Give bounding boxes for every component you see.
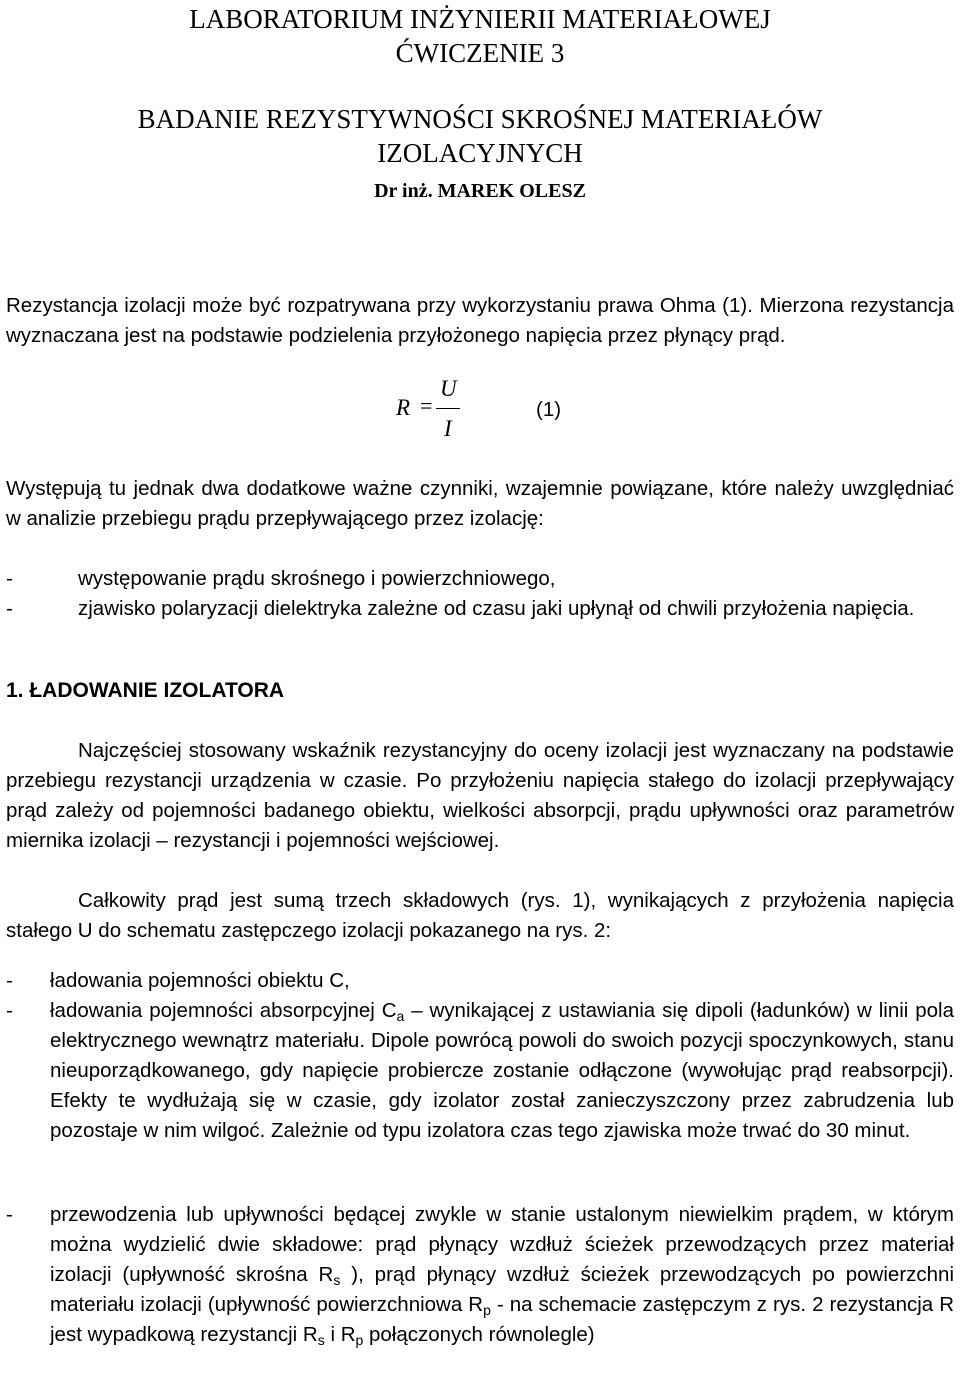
text-run: przewodzenia lub upływności będącej zwykle w stanie ustalonym niewielkim prądem, w którym można wydzielić dwie składowe: prąd płynący wzdłuż ścieżek przewodzących przez materiał izolacji (upływność skrośna R xyxy=(50,1203,954,1286)
text-run: i R xyxy=(324,1323,356,1346)
list-item xyxy=(6,1200,954,1350)
factors-intro: Występują tu jednak dwa dodatkowe ważne czynniki, wzajemnie powiązane, które należy uwzględniać w analizie przebiegu prądu przepływającego przez izolację: xyxy=(6,477,954,530)
equation-number: (1) xyxy=(536,398,562,421)
doc-title-line-4: IZOLACYJNYCH xyxy=(377,138,583,168)
list-item xyxy=(6,996,954,1146)
doc-title-line-1: LABORATORIUM INŻYNIERII MATERIAŁOWEJ xyxy=(189,4,771,34)
text-run: - na schemacie zastępczym z rys. 2 rezystancja R jest wypadkową rezystancji R xyxy=(50,1293,955,1346)
doc-title-line-2: ĆWICZENIE 3 xyxy=(395,38,565,68)
list-item-text: zjawisko polaryzacji dielektryka zależne od czasu jaki upłynął od chwili przyłożenia napięcia. xyxy=(78,597,915,620)
doc-title-line-3: BADANIE REZYSTYWNOŚCI SKROŚNEJ MATERIAŁÓW xyxy=(137,104,823,134)
section-heading: 1. ŁADOWANIE IZOLATORA xyxy=(6,679,285,702)
subscript: p xyxy=(483,1302,491,1318)
text-run: ładowania pojemności absorpcyjnej C xyxy=(50,999,397,1022)
list-item xyxy=(6,966,954,996)
list-dash: - xyxy=(6,969,13,992)
text-run: – wynikającej z ustawiania się dipoli (ładunków) w linii pola elektrycznego wewnątrz materiału. Dipole powrócą powoli do swoich pozycji spoczynkowych, stanu nieuporządkowanego, gdy napięcie probiercze zostanie odłączone (wywołując prąd reabsorpcji). Efekty te wydłużają się w czasie, gdy izolator został zanieczyszczony przez zabrudzenia lub pozostaje w nim wilgoć. Zależnie od typu izolatora czas tego zjawiska może trwać do 30 minut. xyxy=(50,999,954,1142)
list-item xyxy=(6,594,954,624)
list-item-text: ładowania pojemności obiektu C, xyxy=(50,969,350,992)
subscript: s xyxy=(333,1272,341,1288)
list-item-text: występowanie prądu skrośnego i powierzchniowego, xyxy=(78,567,556,590)
list-dash: - xyxy=(6,597,13,620)
list-item-text xyxy=(50,1200,954,1350)
body-paragraph: Całkowity prąd jest sumą trzech składowych (rys. 1), wynikających z przyłożenia napięcia stałego U do schematu zastępczego izolacji pokazanego na rys. 2: xyxy=(6,889,954,942)
subscript: p xyxy=(355,1332,364,1348)
formula-equals: = xyxy=(420,393,433,418)
list-item xyxy=(6,564,954,594)
list-dash: - xyxy=(6,999,13,1022)
formula-denominator: I xyxy=(444,416,452,441)
author: Dr inż. MAREK OLESZ xyxy=(374,180,586,202)
subscript: a xyxy=(396,1008,405,1024)
list-item-text xyxy=(50,996,954,1146)
list-dash: - xyxy=(6,567,13,590)
formula-numerator: U xyxy=(440,376,457,401)
fraction-bar xyxy=(436,408,460,409)
text-run: ), prąd płynący wzdłuż ścieżek przewodzących po powierzchni materiału izolacji (upływność powierzchniowa R xyxy=(50,1263,954,1316)
text-run: połączonych równolegle) xyxy=(363,1323,595,1346)
formula-lhs: R xyxy=(396,395,411,420)
subscript: s xyxy=(317,1332,325,1348)
intro-paragraph: Rezystancja izolacji może być rozpatrywana przy wykorzystaniu prawa Ohma (1). Mierzona rezystancja wyznaczana jest na podstawie podzielenia przyłożonego napięcia przez płynący prąd. xyxy=(6,294,954,347)
list-dash: - xyxy=(6,1203,13,1226)
ohm-formula xyxy=(396,376,596,446)
body-paragraph: Najczęściej stosowany wskaźnik rezystancyjny do oceny izolacji jest wyznaczany na podstawie przebiegu rezystancji urządzenia w czasie. Po przyłożeniu napięcia stałego do izolacji przepływający prąd zależy od pojemności badanego obiektu, wielkości absorpcji, prądu upływności oraz parametrów miernika izolacji – rezystancji i pojemności wejściowej. xyxy=(6,739,954,852)
